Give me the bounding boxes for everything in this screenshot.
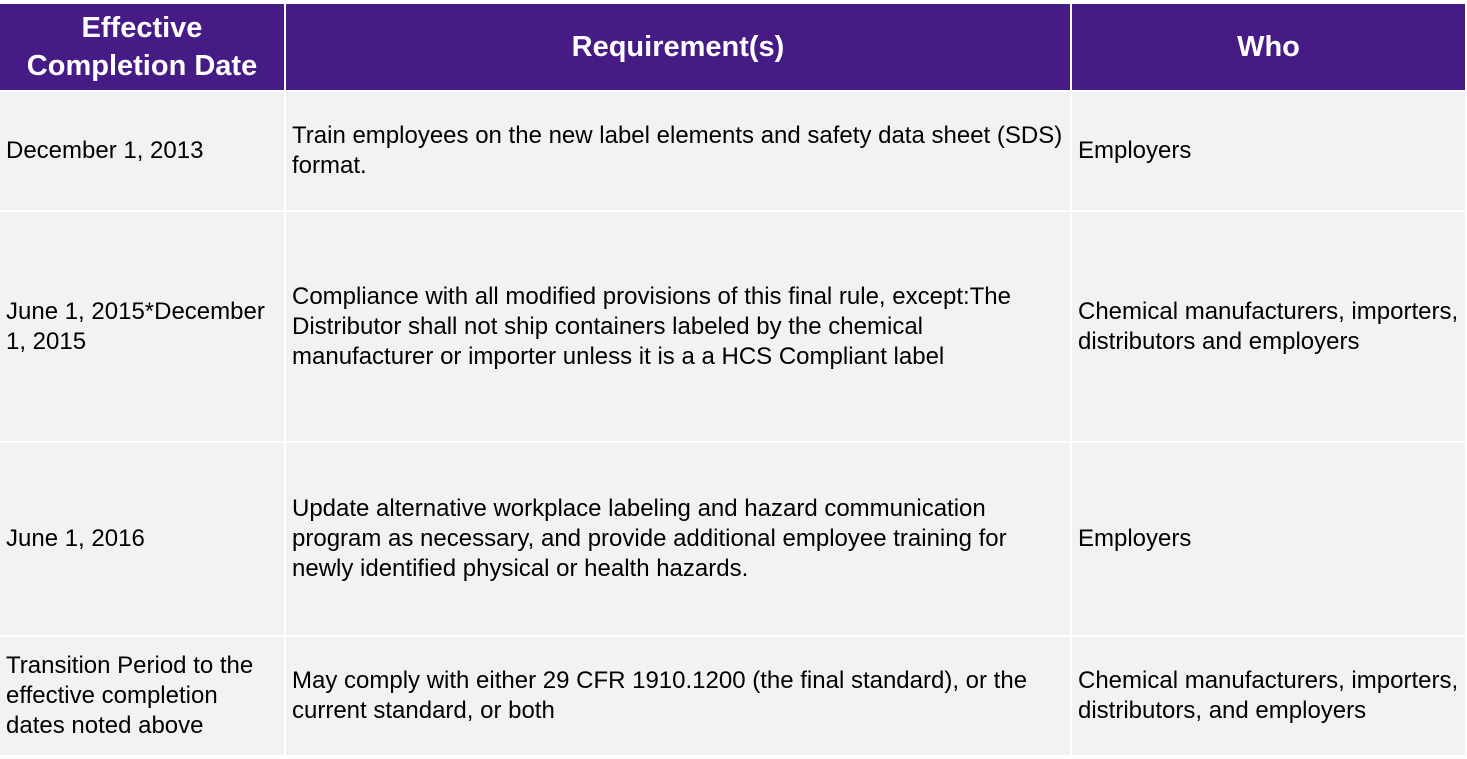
table-row (0, 636, 1465, 756)
table-header-row (0, 4, 1465, 91)
header-effective-completion-date: Effective Completion Date (0, 4, 285, 91)
cell-requirement: Train employees on the new label elements and safety data sheet (SDS) format. (285, 91, 1071, 211)
compliance-dates-table (0, 4, 1465, 757)
table-row (0, 442, 1465, 636)
cell-who: Employers (1071, 91, 1465, 211)
cell-date: June 1, 2015*December 1, 2015 (0, 211, 285, 442)
cell-who: Chemical manufacturers, importers, distributors, and employers (1071, 636, 1465, 756)
cell-who: Employers (1071, 442, 1465, 636)
cell-date: December 1, 2013 (0, 91, 285, 211)
cell-requirement: Update alternative workplace labeling and hazard communication program as necessary, and provide additional employee training for newly identified physical or health hazards. (285, 442, 1071, 636)
compliance-table-container (0, 4, 1465, 757)
table-row (0, 91, 1465, 211)
header-who: Who (1071, 4, 1465, 91)
cell-date: June 1, 2016 (0, 442, 285, 636)
cell-requirement: May comply with either 29 CFR 1910.1200 (the final standard), or the current standard, or both (285, 636, 1071, 756)
cell-date: Transition Period to the effective completion dates noted above (0, 636, 285, 756)
cell-who: Chemical manufacturers, importers, distributors and employers (1071, 211, 1465, 442)
cell-requirement: Compliance with all modified provisions of this final rule, except:The Distributor shall not ship containers labeled by the chemical manufacturer or importer unless it is a a HCS Compliant label (285, 211, 1071, 442)
table-row (0, 211, 1465, 442)
header-requirements: Requirement(s) (285, 4, 1071, 91)
